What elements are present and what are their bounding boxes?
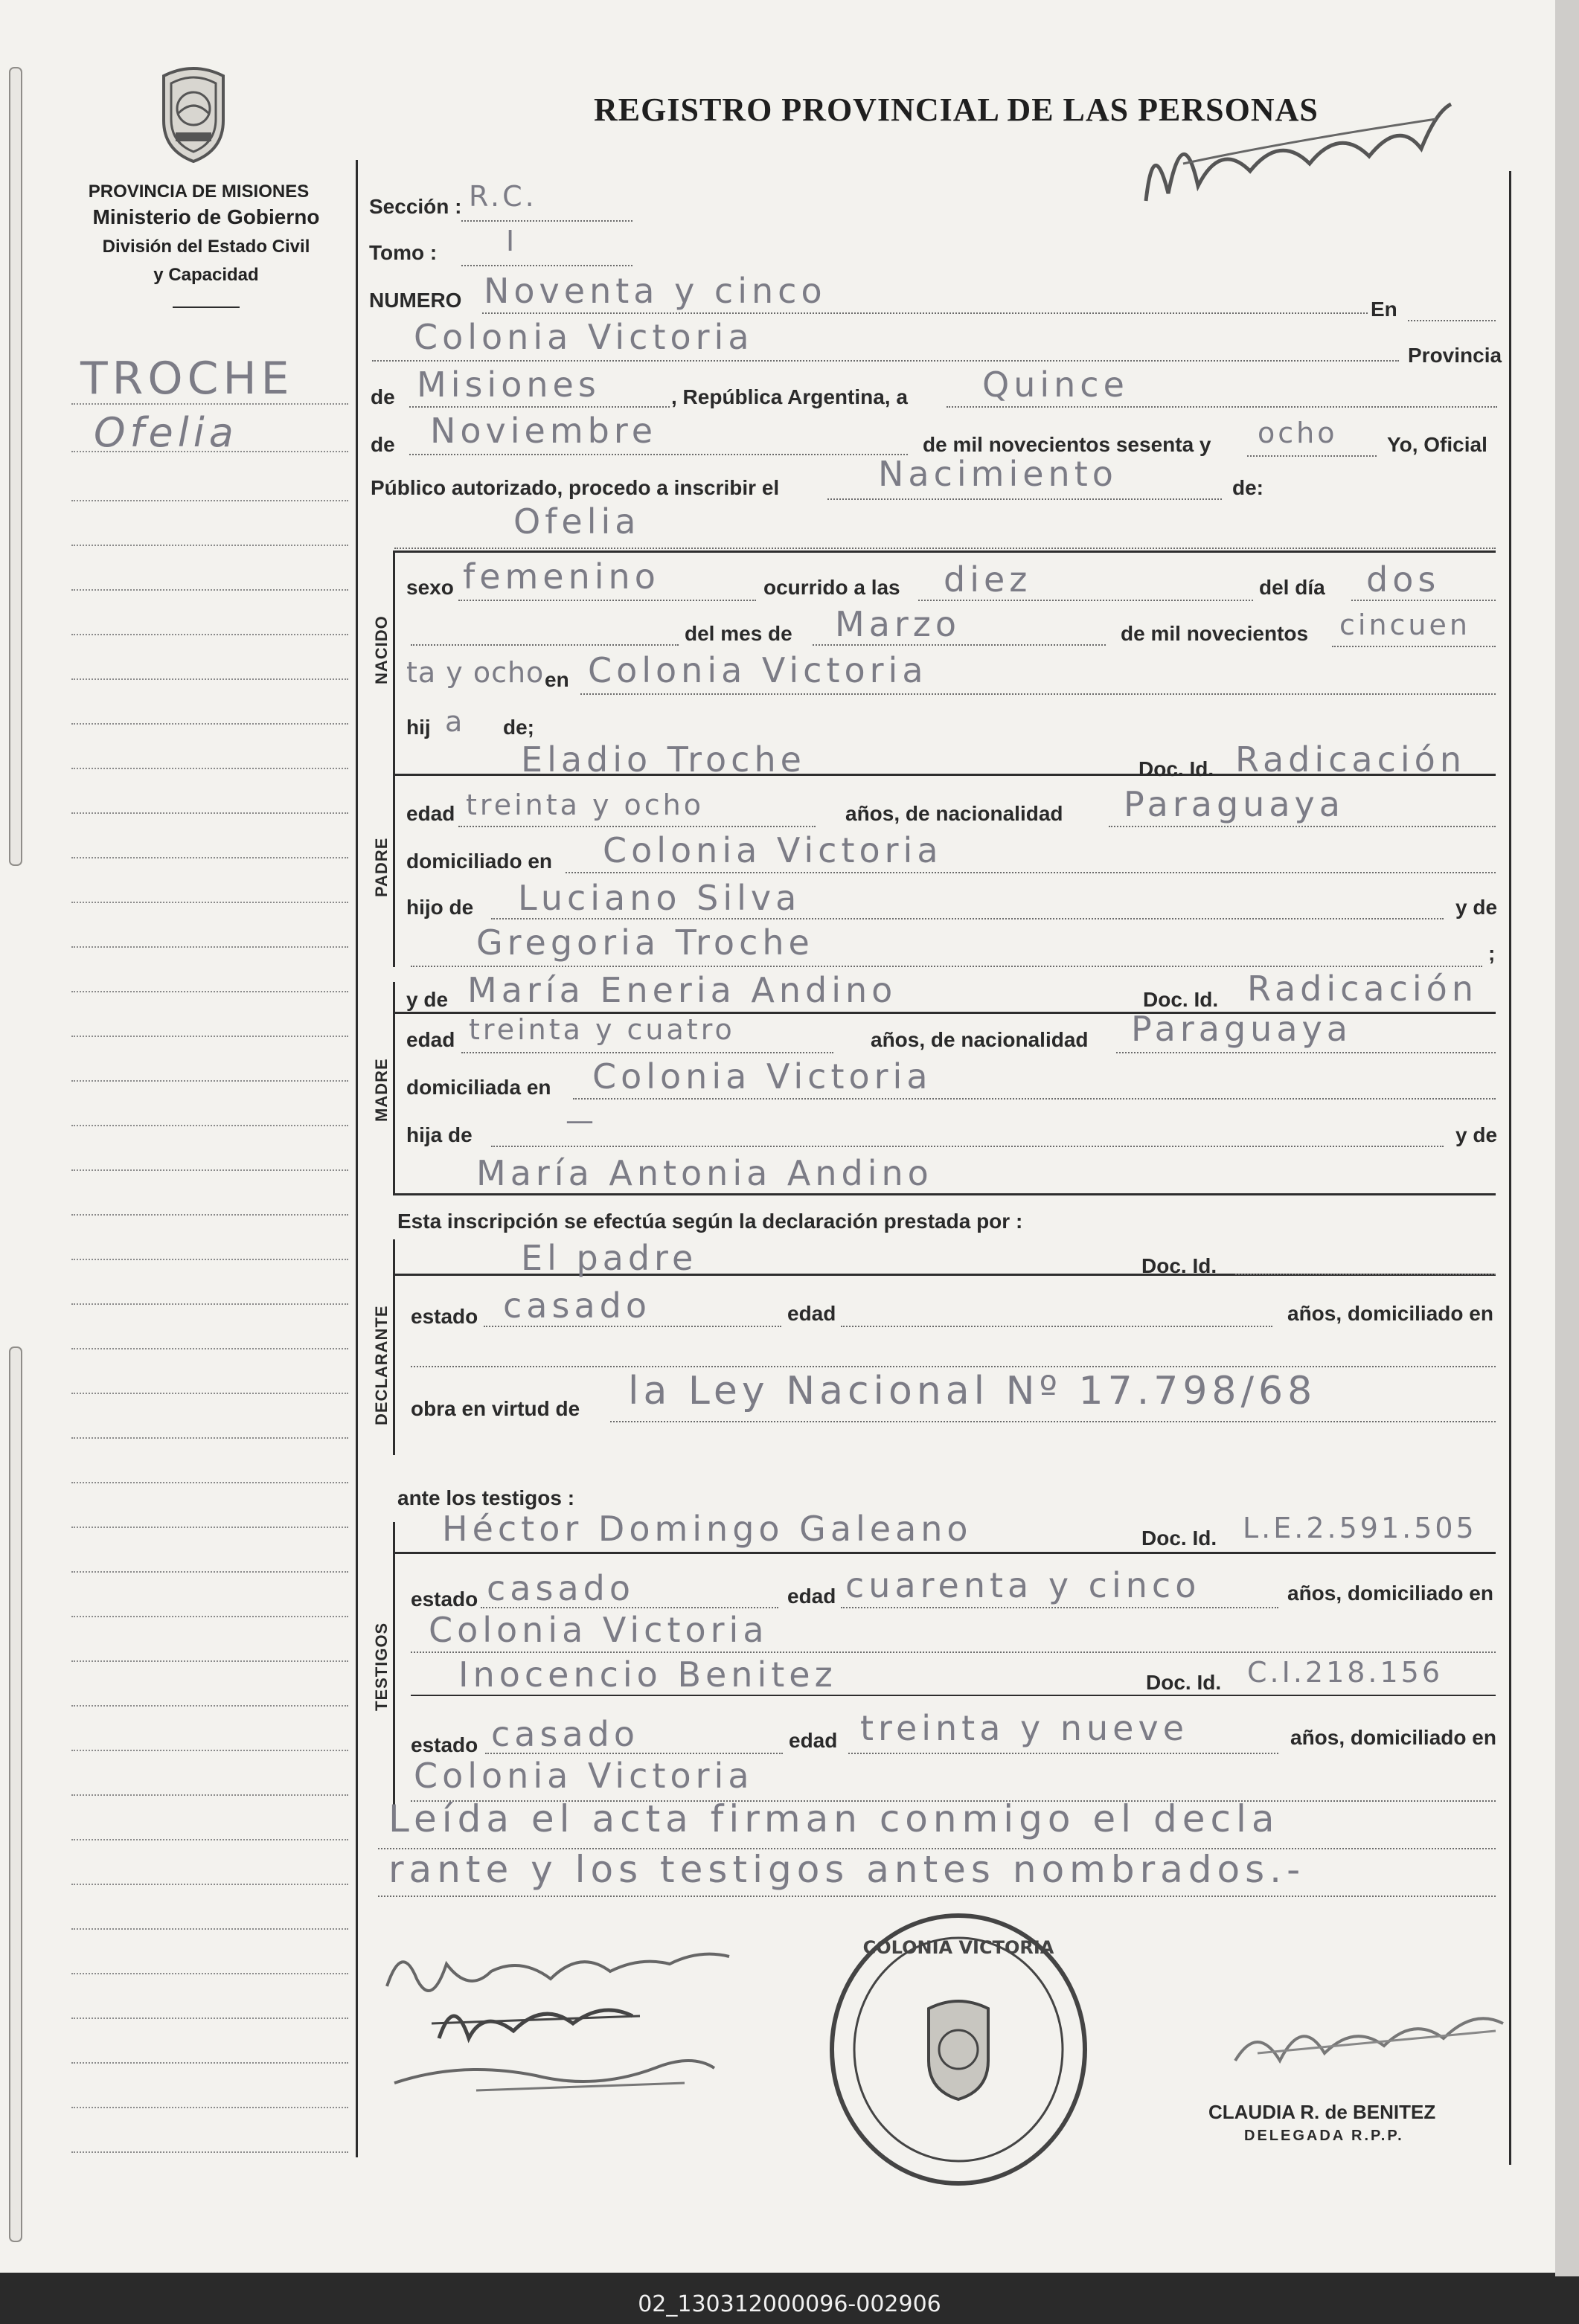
padre-hijo-label: hijo de <box>406 896 474 919</box>
margin-line <box>71 812 348 814</box>
binding-spiral <box>9 1346 22 2242</box>
document-title: REGISTRO PROVINCIAL DE LAS PERSONAS <box>594 92 1319 128</box>
declarante-doc-label: Doc. Id. <box>1141 1254 1217 1277</box>
fill-line <box>1235 1274 1496 1275</box>
fill-line <box>1109 826 1496 827</box>
page-edge <box>1555 0 1579 2276</box>
sexo-label: sexo <box>406 576 454 599</box>
testigos-section-label: TESTIGOS <box>372 1622 391 1711</box>
margin-line <box>71 403 348 405</box>
testigo1-nombre: Héctor Domingo Galeano <box>442 1509 973 1549</box>
declarant-witness-signatures <box>372 1927 759 2120</box>
oficial-label: Yo, Oficial <box>1387 433 1487 456</box>
publico-label: Público autorizado, procedo a inscribir el <box>371 476 780 499</box>
testigo2-underline <box>411 1695 1496 1696</box>
padre-edad-value: treinta y ocho <box>466 789 705 821</box>
fill-line <box>841 1326 1272 1327</box>
dia-value: Quince <box>982 365 1129 405</box>
margin-line <box>71 2107 348 2108</box>
fill-line <box>1408 320 1496 321</box>
org-province: PROVINCIA DE MISIONES <box>88 182 310 202</box>
declarante-estado-value: casado <box>503 1285 651 1326</box>
testigos-top-border <box>393 1552 1496 1554</box>
de-colon-label: de: <box>1232 476 1263 499</box>
fill-line <box>458 600 756 601</box>
nacido-section-label: NACIDO <box>372 615 391 684</box>
margin-line <box>71 1928 348 1930</box>
testigo2-dom-label: años, domiciliado en <box>1290 1726 1496 1749</box>
nacido-left-border <box>393 550 395 750</box>
republica-label: , República Argentina, a <box>671 385 908 408</box>
margin-line <box>71 1214 348 1216</box>
fill-line <box>409 406 670 408</box>
margin-line <box>71 1705 348 1707</box>
binding-spiral <box>9 67 22 866</box>
margin-line <box>71 1884 348 1885</box>
padre-left-border <box>393 750 395 967</box>
testigos-intro: ante los testigos : <box>397 1486 575 1509</box>
madre-left-border <box>393 982 395 1194</box>
fill-line <box>458 826 816 827</box>
padre-nombre: Eladio Troche <box>521 739 806 780</box>
padre-doc-value: Radicación <box>1235 739 1466 780</box>
padre-doc-label: Doc. Id. <box>1138 757 1214 780</box>
margin-line <box>71 1259 348 1260</box>
tomo-value: I <box>506 225 518 257</box>
margin-line <box>71 1125 348 1126</box>
margin-line <box>71 589 348 591</box>
testigo2-doc-value: C.I.218.156 <box>1247 1656 1444 1689</box>
fill-line <box>947 406 1497 408</box>
fill-line <box>411 1366 1496 1367</box>
declarante-left-border <box>393 1239 395 1455</box>
fill-line <box>411 1651 1496 1653</box>
seccion-value: R.C. <box>469 180 537 213</box>
testigo2-dom-value: Colonia Victoria <box>414 1756 754 1796</box>
testigo2-estado-label: estado <box>411 1733 478 1756</box>
margin-line <box>71 1303 348 1305</box>
madre-dom-value: Colonia Victoria <box>592 1056 932 1097</box>
obra-value: la Ley Nacional Nº 17.798/68 <box>628 1369 1317 1413</box>
mes-value: Noviembre <box>430 411 658 451</box>
margin-line <box>71 1527 348 1528</box>
testigo2-nombre: Inocencio Benitez <box>458 1654 837 1695</box>
madre-yde-label-2: y de <box>1455 1123 1498 1146</box>
official-stamp <box>817 1904 1100 2195</box>
tomo-label: Tomo : <box>369 241 438 264</box>
official-role: DELEGADA R.P.P. <box>1244 2128 1404 2144</box>
official-signature <box>1228 1994 1511 2083</box>
testigo1-doc-label: Doc. Id. <box>1141 1527 1217 1550</box>
margin-surname: TROCHE <box>80 353 294 405</box>
testigos-left-border <box>393 1522 395 1808</box>
madre-nombre: María Eneria Andino <box>467 970 897 1010</box>
padre-hijo-madre: Gregoria Troche <box>476 922 814 963</box>
fill-line <box>411 644 679 646</box>
de-label: de <box>371 385 395 408</box>
anio-value-a: cincuen <box>1339 609 1470 641</box>
margin-line <box>71 902 348 903</box>
nacido-lugar-value: Colonia Victoria <box>588 650 928 690</box>
margin-line <box>71 1348 348 1349</box>
fill-line <box>394 548 1496 549</box>
en-label: en <box>545 668 569 691</box>
fill-line <box>566 872 1496 873</box>
margin-divider <box>356 160 358 2157</box>
fill-line <box>378 1896 1496 1897</box>
testigo1-estado-label: estado <box>411 1588 478 1611</box>
provincia-label: Provincia <box>1408 344 1502 367</box>
margin-line <box>71 857 348 858</box>
numero-value: Noventa y cinco <box>484 271 827 311</box>
margin-line <box>71 545 348 546</box>
margin-line <box>71 1839 348 1840</box>
closing-line-1: Leída el acta firman conmigo el decla <box>388 1797 1280 1840</box>
declarante-section-label: DECLARANTE <box>372 1305 391 1425</box>
fill-line <box>1332 646 1496 647</box>
margin-line <box>71 991 348 992</box>
fill-line <box>372 360 1399 362</box>
padre-hijo-padre: Luciano Silva <box>518 878 801 918</box>
fill-line <box>918 600 1253 601</box>
madre-edad-value: treinta y cuatro <box>469 1013 735 1046</box>
registered-annotation-signature <box>1138 89 1466 216</box>
anio-value-b: ta y ocho <box>406 656 545 689</box>
margin-line <box>71 723 348 725</box>
margin-line <box>71 2151 348 2153</box>
hij-label: hij <box>406 716 431 739</box>
lugar-value: Colonia Victoria <box>414 317 754 357</box>
margin-line <box>71 2062 348 2064</box>
padre-yde-label: y de <box>1455 896 1498 919</box>
padre-dom-value: Colonia Victoria <box>603 830 943 870</box>
margin-line <box>71 1571 348 1573</box>
fill-line <box>573 1098 1496 1100</box>
margin-line <box>71 1973 348 1974</box>
margin-line <box>71 451 348 452</box>
testigo2-edad-label: edad <box>789 1729 838 1752</box>
acto-value: Nacimiento <box>878 454 1118 494</box>
hora-label: ocurrido a las <box>763 576 900 599</box>
declarante-nombre: El padre <box>521 1238 698 1278</box>
madre-edad-label: edad <box>406 1028 455 1051</box>
seccion-label: Sección : <box>369 195 462 218</box>
sexo-value: femenino <box>463 556 660 597</box>
madre-doc-label: Doc. Id. <box>1143 988 1219 1011</box>
testigo1-edad-value: cuarenta y cinco <box>845 1565 1201 1605</box>
margin-line <box>71 1437 348 1439</box>
org-division: División del Estado Civil <box>102 237 310 257</box>
dia-label: del día <box>1259 576 1325 599</box>
provincia-value: Misiones <box>417 365 600 405</box>
madre-dom-label: domiciliada en <box>406 1076 551 1099</box>
madre-hija-madre: María Antonia Andino <box>476 1153 933 1193</box>
fill-line <box>491 1146 1444 1147</box>
madre-nac-value: Paraguaya <box>1131 1009 1352 1049</box>
margin-line <box>71 946 348 948</box>
nacido-mes-value: Marzo <box>835 604 961 644</box>
fill-line <box>1351 600 1496 601</box>
testigo1-doc-value: L.E.2.591.505 <box>1243 1512 1477 1544</box>
padre-dom-label: domiciliado en <box>406 850 553 873</box>
margin-line <box>71 1169 348 1171</box>
de-label-2: de <box>371 433 395 456</box>
anio-label: de mil novecientos <box>1121 622 1309 645</box>
obra-label: obra en virtud de <box>411 1397 580 1420</box>
org-capacity: y Capacidad <box>153 265 259 285</box>
margin-line <box>71 1036 348 1037</box>
padre-semicolon: ; <box>1488 942 1496 965</box>
padre-nac-label: años, de nacionalidad <box>845 802 1063 825</box>
testigo2-doc-label: Doc. Id. <box>1146 1671 1222 1694</box>
madre-doc-value: Radicación <box>1247 969 1478 1009</box>
testigo1-estado-value: casado <box>487 1568 635 1608</box>
margin-line <box>71 1750 348 1751</box>
margin-line <box>71 634 348 635</box>
padre-section-label: PADRE <box>372 837 391 897</box>
fill-line <box>841 1607 1278 1608</box>
hij-de-label: de; <box>503 716 534 739</box>
margin-line <box>71 1616 348 1617</box>
inscripto-nombre: Ofelia <box>513 501 641 542</box>
madre-hija-padre: — <box>566 1104 597 1137</box>
official-name: CLAUDIA R. de BENITEZ <box>1208 2101 1436 2123</box>
fill-line <box>411 966 1482 967</box>
margin-line <box>71 678 348 680</box>
stamp-text: COLONIA VICTORIA <box>862 1937 1054 1958</box>
fill-line <box>1116 1052 1496 1053</box>
margin-line <box>71 2018 348 2019</box>
fill-line <box>461 265 632 266</box>
declarante-estado-label: estado <box>411 1305 478 1328</box>
fill-line <box>484 1326 781 1327</box>
fill-line <box>848 1753 1278 1754</box>
margin-line <box>71 1393 348 1394</box>
madre-section-label: MADRE <box>372 1058 391 1122</box>
declaracion-intro: Esta inscripción se efectúa según la declaración prestada por : <box>397 1210 1023 1233</box>
testigo1-edad-label: edad <box>787 1585 836 1608</box>
dia-value: dos <box>1366 559 1441 600</box>
en-label: En <box>1371 298 1397 321</box>
closing-line-2: rante y los testigos antes nombrados.- <box>388 1848 1306 1891</box>
madre-hija-label: hija de <box>406 1123 473 1146</box>
margin-line <box>71 1080 348 1082</box>
mes-label: del mes de <box>685 622 792 645</box>
testigo2-edad-value: treinta y nueve <box>860 1708 1188 1748</box>
org-ministry: Ministerio de Gobierno <box>92 205 320 228</box>
margin-given-name: Ofelia <box>94 409 238 456</box>
madre-nac-label: años, de nacionalidad <box>871 1028 1089 1051</box>
form-right-border <box>1509 171 1511 2165</box>
fill-line <box>461 220 632 222</box>
anio-value: ocho <box>1258 417 1338 449</box>
testigo1-dom-value: Colonia Victoria <box>429 1610 769 1650</box>
padre-nac-value: Paraguaya <box>1124 784 1345 824</box>
fill-line <box>1247 455 1377 457</box>
testigo2-estado-value: casado <box>491 1714 639 1754</box>
margin-line <box>71 1794 348 1796</box>
fill-line <box>481 1607 778 1608</box>
fill-line <box>491 918 1444 919</box>
padre-edad-label: edad <box>406 802 455 825</box>
hij-value: a <box>445 705 466 738</box>
hora-value: diez <box>944 559 1032 600</box>
margin-line <box>71 1660 348 1662</box>
declarante-dom-label: años, domiciliado en <box>1287 1302 1493 1325</box>
madre-bottom-border <box>393 1193 1496 1195</box>
margin-line <box>71 500 348 501</box>
fill-line <box>580 693 1496 695</box>
fill-line <box>813 644 1106 646</box>
numero-label: NUMERO <box>369 289 462 312</box>
fill-line <box>409 454 908 455</box>
divider <box>173 306 240 308</box>
anio-label: de mil novecientos sesenta y <box>923 433 1211 456</box>
declarante-edad-label: edad <box>787 1302 836 1325</box>
fill-line <box>610 1421 1496 1422</box>
margin-line <box>71 1482 348 1483</box>
image-identifier: 02_130312000096-002906 <box>638 2291 941 2317</box>
madre-yde-label: y de <box>406 988 449 1011</box>
margin-line <box>71 768 348 769</box>
fill-line <box>461 1052 833 1053</box>
fill-line <box>482 312 1368 314</box>
provincial-seal-icon <box>149 61 238 165</box>
fill-line <box>827 498 1222 500</box>
fill-line <box>485 1753 783 1754</box>
nacido-top-border <box>393 550 1496 553</box>
testigo1-dom-label: años, domiciliado en <box>1287 1582 1493 1605</box>
